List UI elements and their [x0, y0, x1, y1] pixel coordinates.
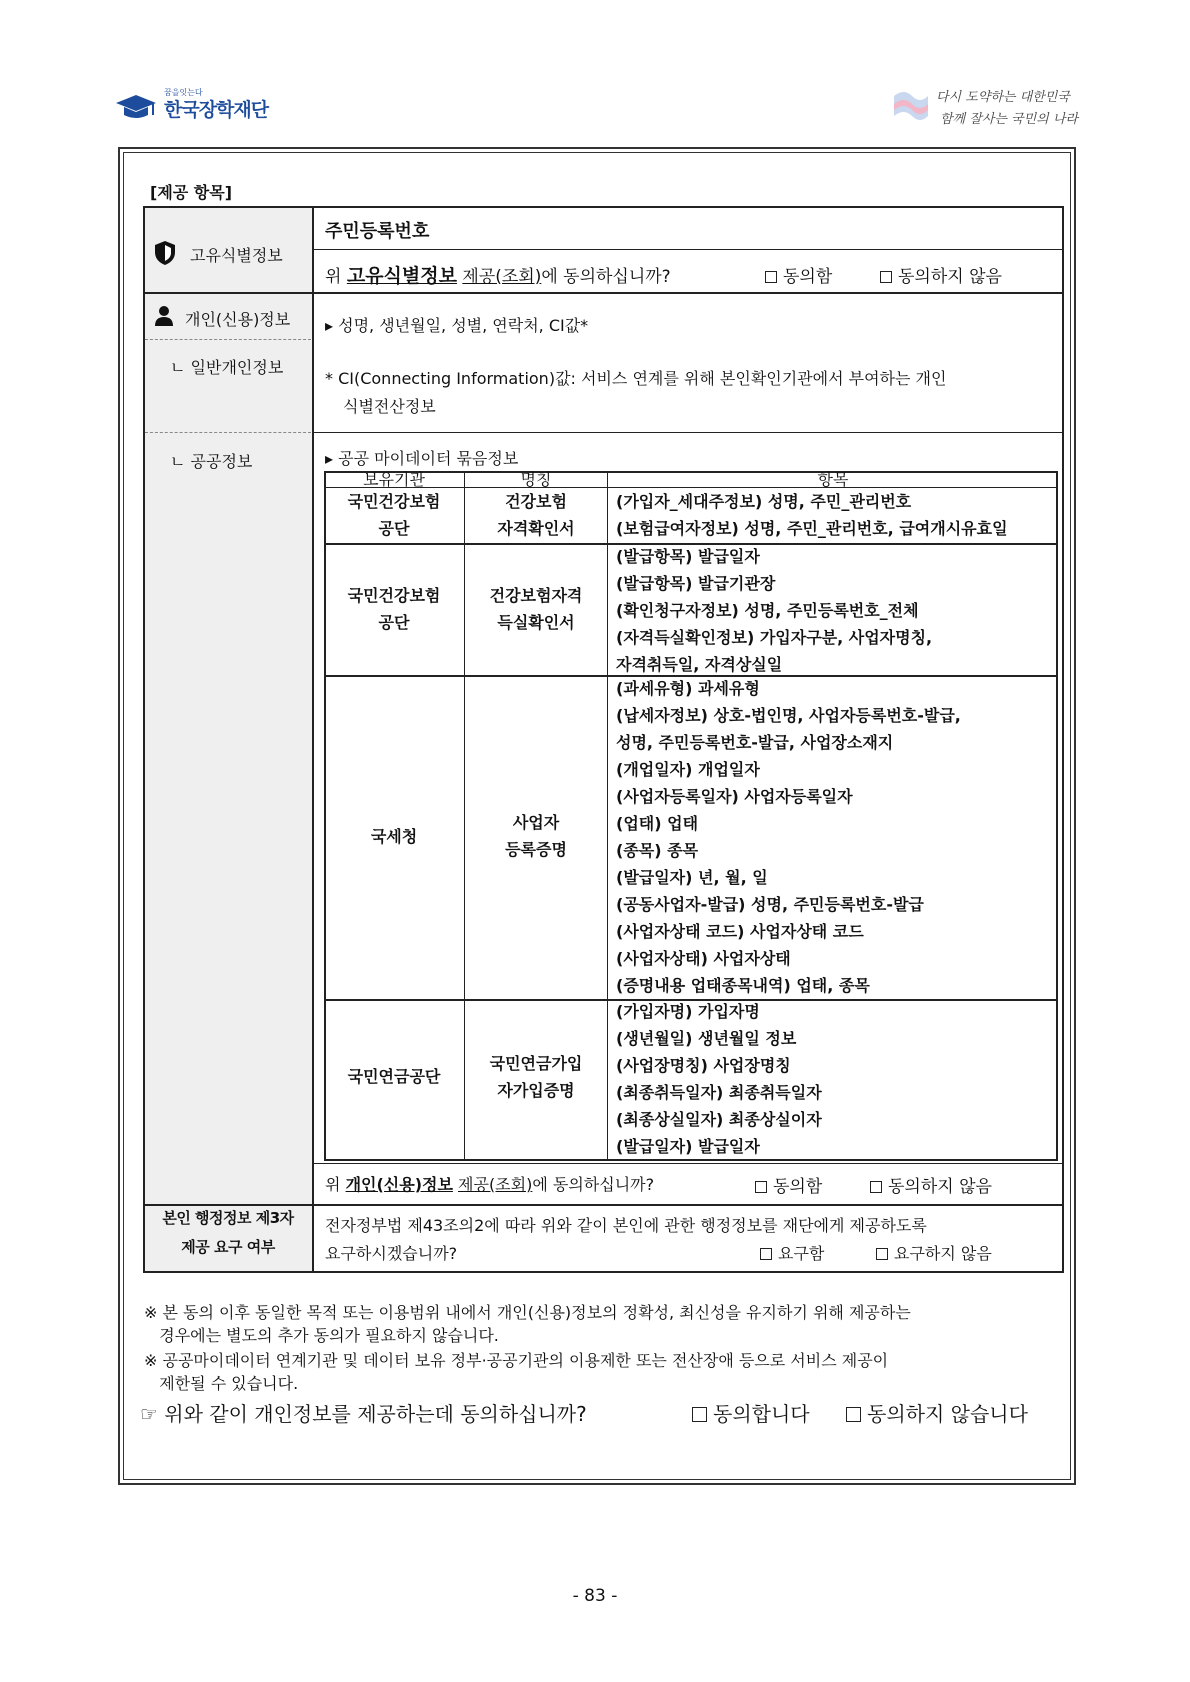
table-row-org: 국민연금공단 [347, 1067, 441, 1086]
final-agree-option[interactable] [692, 1398, 810, 1427]
row-divider [313, 1163, 1064, 1164]
admin-info-text-line2: 요구하시겠습니까? [325, 1244, 458, 1263]
personal-agree-option[interactable] [755, 1172, 822, 1197]
final-agree-checkbox[interactable] [692, 1407, 707, 1422]
table-row-name: 사업자 등록증명 [505, 813, 567, 859]
agree-label: 동의함 [783, 267, 833, 287]
personal-info-label: 개인(신용)정보 [185, 310, 291, 329]
request-label: 요구함 [778, 1244, 825, 1263]
note-paragraph: ※ 공공마이데이터 연계기관 및 데이터 보유 정부·공공기관의 이용제한 또는 전산장애 등으로 서비스 제공이 제한될 수 있습니다. [144, 1351, 889, 1393]
slogan-line1: 다시 도약하는 대한민국 [936, 90, 1070, 105]
final-disagree-checkbox[interactable] [846, 1407, 861, 1422]
table-row-name: 국민연금가입 자가입증명 [489, 1054, 583, 1100]
slogan-line2: 함께 잘사는 국민의 나라 [940, 112, 1078, 127]
final-disagree-label: 동의하지 않습니다 [867, 1402, 1028, 1426]
section-title: [제공 항목] [150, 183, 233, 202]
table-row-items: (가입자명) 가입자명 (생년월일) 생년월일 정보 (사업장명칭) 사업장명칭 (최종취득일자) 최종취득일자 (최종상실일자) 최종상실이자 (발급일자) 발급일자 [616, 1002, 822, 1156]
question-prefix: 위 [325, 1175, 341, 1194]
note-paragraph: ※ 본 동의 이후 동일한 목적 또는 이용범위 내에서 개인(신용)정보의 정확성, 최신성을 유지하기 위해 제공하는 경우에는 별도의 추가 동의가 필요하지 않습니다. [144, 1303, 911, 1345]
page-number: - 83 - [572, 1586, 618, 1606]
graduation-cap-icon [114, 93, 158, 123]
no-request-checkbox[interactable] [876, 1248, 888, 1260]
agree-checkbox[interactable] [755, 1181, 767, 1193]
disagree-label: 동의하지 않음 [898, 267, 1002, 287]
disagree-checkbox[interactable] [870, 1181, 882, 1193]
column-divider [607, 471, 608, 1161]
question-mid: 제공(조회) [462, 267, 542, 287]
unique-id-item: 주민등록번호 [325, 221, 430, 242]
question-mid: 제공(조회) [458, 1175, 533, 1194]
personal-info-question [325, 1172, 654, 1195]
question-suffix: 에 동의하십니까? [532, 1175, 655, 1194]
slogan-logo [890, 84, 1080, 132]
admin-info-label: 본인 행정정보 제3자 제공 요구 여부 [162, 1209, 294, 1256]
final-disagree-option[interactable] [846, 1398, 1028, 1427]
row-divider [313, 249, 1064, 250]
unique-id-question [325, 261, 671, 288]
general-info-label: ㄴ 일반개인정보 [170, 358, 284, 377]
dashed-divider [145, 432, 311, 433]
org-tagline: 꿈을잇는다 [164, 88, 203, 97]
flag-emblem-icon [890, 86, 930, 126]
question-suffix: 에 동의하십니까? [541, 267, 671, 287]
admin-info-text-line1: 전자정부법 제43조의2에 따라 위와 같이 본인에 관한 행정정보를 재단에게 제공하도록 [325, 1216, 927, 1235]
table-row-name: 건강보험 자격확인서 [497, 492, 575, 538]
table-row-org: 국민건강보험 공단 [347, 586, 441, 632]
person-icon [154, 305, 174, 327]
final-agree-label: 동의합니다 [713, 1402, 810, 1426]
dashed-divider [145, 339, 311, 340]
kosaf-logo [114, 88, 268, 128]
general-info-items: ▸ 성명, 생년월일, 성별, 연락처, CI값* [325, 316, 589, 335]
ci-note-line2: 식별전산정보 [343, 397, 436, 416]
ci-note-line1: * CI(Connecting Information)값: 서비스 연계를 위해 본인확인기관에서 부여하는 개인 [325, 369, 947, 388]
shield-icon [154, 240, 176, 266]
header-name: 명칭 [520, 470, 552, 489]
table-row-items: (가입자_세대주정보) 성명, 주민_관리번호 (보험급여자정보) 성명, 주민_관리번호, 급여개시유효일 [616, 492, 1008, 538]
row-divider [313, 432, 1064, 433]
unique-id-label: 고유식별정보 [190, 246, 283, 265]
table-row-items: (과세유형) 과세유형 (납세자정보) 상호-법인명, 사업자등록번호-발급, 성명, 주민등록번호-발급, 사업장소재지 (개업일자) 개업일자 (사업자등록일자) 사업자등록일자 (업태) 업태 (종목) 종목 (발급일자) 년, 월, 일 (공동사업자-발급) 성명, 주민등록번호-발급 (사업자상태 코드) 사업자상태 코드 (사업자상태) 사업자상태 (증명내용 업태종목내역) 업태, 종목 [616, 679, 961, 995]
disagree-checkbox[interactable] [880, 271, 892, 283]
public-info-label: ㄴ 공공정보 [170, 452, 253, 471]
column-divider [312, 206, 314, 1273]
agree-label: 동의함 [773, 1177, 823, 1197]
question-key: 고유식별정보 [346, 265, 457, 287]
unique-id-agree-option[interactable] [765, 262, 832, 287]
admin-no-request-option[interactable] [876, 1241, 992, 1264]
admin-request-option[interactable] [760, 1241, 824, 1264]
unique-id-disagree-option[interactable] [880, 262, 1002, 287]
agree-checkbox[interactable] [765, 271, 777, 283]
table-row-items: (발급항목) 발급일자 (발급항목) 발급기관장 (확인청구자정보) 성명, 주민등록번호_전체 (자격득실확인정보) 가입자구분, 사업자명칭, 자격취득일, 자격상실일 [616, 547, 933, 674]
public-info-title: ▸ 공공 마이데이터 묶음정보 [325, 449, 519, 468]
disagree-label: 동의하지 않음 [888, 1177, 992, 1197]
row-divider [143, 292, 1064, 294]
personal-disagree-option[interactable] [870, 1172, 992, 1197]
question-key: 개인(신용)정보 [345, 1175, 453, 1194]
table-row-org: 국세청 [370, 827, 418, 846]
table-row-name: 건강보험자격 득실확인서 [489, 586, 583, 632]
no-request-label: 요구하지 않음 [894, 1244, 992, 1263]
header-org: 보유기관 [363, 470, 425, 489]
header-items: 항목 [817, 470, 849, 489]
question-prefix: 위 [325, 267, 342, 287]
table-row-org: 국민건강보험 공단 [347, 492, 441, 538]
request-checkbox[interactable] [760, 1248, 772, 1260]
org-name: 한국장학재단 [164, 98, 269, 121]
final-consent-question: ☞ 위와 같이 개인정보를 제공하는데 동의하십니까? [140, 1402, 587, 1426]
